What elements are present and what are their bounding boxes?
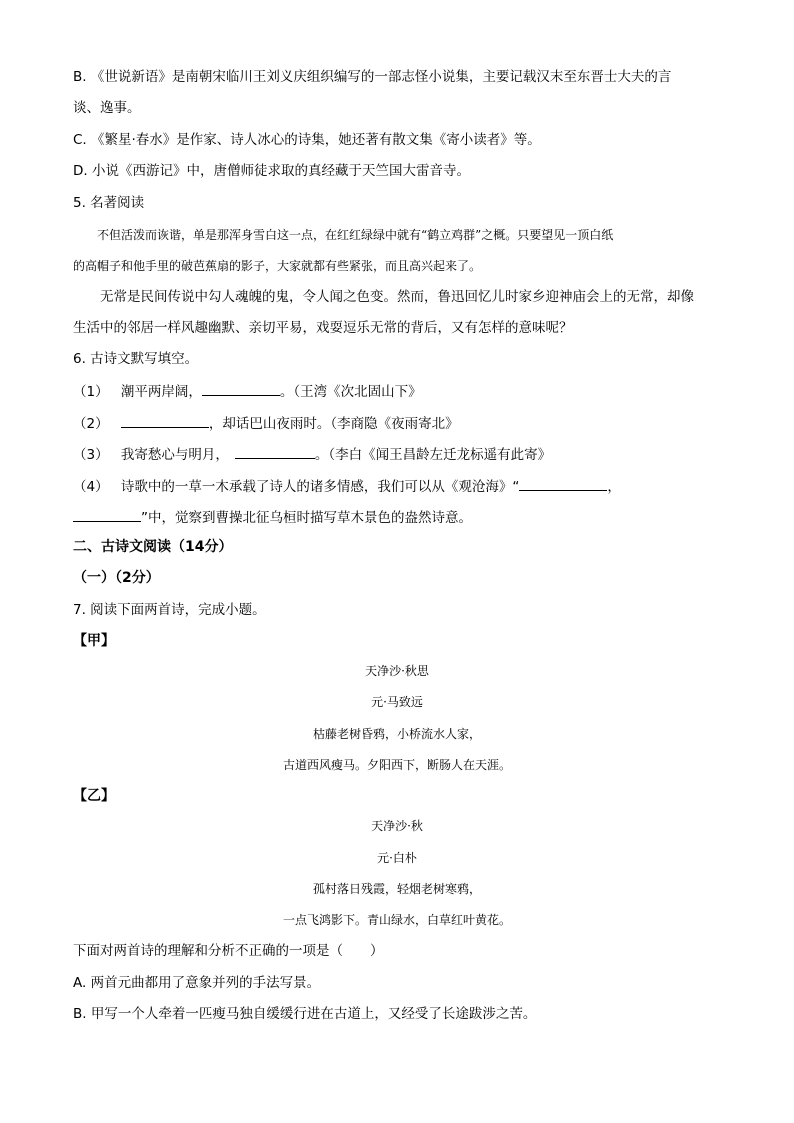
- question-6-item-2: [73, 413, 733, 433]
- option-b-line2: 谈、逸事。: [73, 100, 141, 116]
- item-number: （4）: [73, 479, 109, 495]
- question-7-option-a: A. 两首元曲都用了意象并列的手法写景。: [73, 975, 321, 991]
- item-number: （1）: [73, 384, 109, 400]
- question-6-item-1: [73, 381, 733, 401]
- question-7-stem: 下面对两首诗的理解和分析不正确的一项是（ ）: [73, 943, 384, 959]
- question-5-quote-line1: 不但活泼而诙谐，单是那浑身雪白这一点，在红红绿绿中就有“鹤立鸡群”之概。只要望见一顶白纸: [97, 228, 614, 242]
- poem-a-line2: 古道西风瘦马。夕阳西下，断肠人在天涯。: [282, 758, 511, 772]
- option-c: C. 《繁星·春水》是作家、诗人冰心的诗集，她还著有散文集《寄小读者》等。: [73, 132, 541, 148]
- verse-text: 潮平两岸阔，: [120, 384, 202, 400]
- poem-a-label: 【甲】: [73, 633, 115, 649]
- poem-b-line2: 一点飞鸿影下。青山绿水，白草红叶黄花。: [282, 913, 511, 927]
- question-5-quote-line2: 的高帽子和他手里的破芭蕉扇的影子，大家就都有些紧张，而且高兴起来了。: [73, 259, 482, 273]
- poem-a-author: 元·马致远: [371, 695, 423, 709]
- poem-b-label: 【乙】: [73, 788, 115, 804]
- poem-a-title: 天净沙·秋思: [365, 664, 429, 678]
- question-5-title: 5. 名著阅读: [73, 195, 145, 211]
- option-d: D. 小说《西游记》中，唐僧师徒求取的真经藏于天竺国大雷音寺。: [73, 163, 470, 179]
- question-6-item-4-line2: [73, 507, 733, 527]
- poem-b-title: 天净沙·秋: [371, 819, 423, 833]
- verse-source: 。（王湾《次北固山下》: [279, 384, 422, 400]
- fill-blank[interactable]: [519, 476, 607, 491]
- item-text: ”中，觉察到曹操北征乌桓时描写草木景色的盎然诗意。: [141, 510, 472, 526]
- question-7-option-b: B. 甲写一个人牵着一匹瘦马独自缓缓行进在古道上，又经受了长途跋涉之苦。: [73, 1006, 537, 1022]
- poem-b-line1: 孤村落日残霞，轻烟老树寒鸦，: [312, 882, 481, 896]
- poem-b-author: 元·白朴: [377, 851, 417, 865]
- question-5-body-line1: 无常是民间传说中勾人魂魄的鬼，令人闻之色变。然而，鲁迅回忆儿时家乡迎神庙会上的无常，却像: [100, 289, 694, 305]
- question-5-body-line2: 生活中的邻居一样风趣幽默、亲切平易，戏耍逗乐无常的背后，又有怎样的意味呢？: [73, 320, 573, 336]
- fill-blank[interactable]: [202, 381, 280, 396]
- fill-blank[interactable]: [235, 444, 315, 459]
- item-text: 诗歌中的一草一木承载了诗人的诸多情感，我们可以从《观沧海》“: [120, 479, 520, 495]
- question-6-item-3: [73, 444, 733, 464]
- item-number: （2）: [73, 416, 109, 432]
- verse-source: 。（李白《闻王昌龄左迁龙标遥有此寄》: [314, 447, 552, 463]
- question-6-item-4-line1: [73, 476, 733, 496]
- punctuation: ，: [607, 479, 621, 495]
- verse-text: 我寄愁心与明月，: [120, 447, 229, 463]
- option-b-line1: B. 《世说新语》是南朝宋临川王刘义庆组织编写的一部志怪小说集，主要记载汉末至东晋士大夫的言: [73, 69, 672, 85]
- item-number: （3）: [73, 447, 109, 463]
- fill-blank[interactable]: [121, 413, 209, 428]
- verse-source: ，却话巴山夜雨时。（李商隐《夜雨寄北》: [208, 416, 459, 432]
- question-6-title: 6. 古诗文默写填空。: [73, 351, 199, 367]
- subsection-1-heading: （一）（2分）: [73, 570, 160, 586]
- question-7-title: 7. 阅读下面两首诗，完成小题。: [73, 602, 266, 618]
- poem-a-line1: 枯藤老树昏鸦，小桥流水人家，: [312, 727, 481, 741]
- fill-blank[interactable]: [73, 507, 141, 522]
- section-2-heading: 二、古诗文阅读（14分）: [73, 539, 233, 555]
